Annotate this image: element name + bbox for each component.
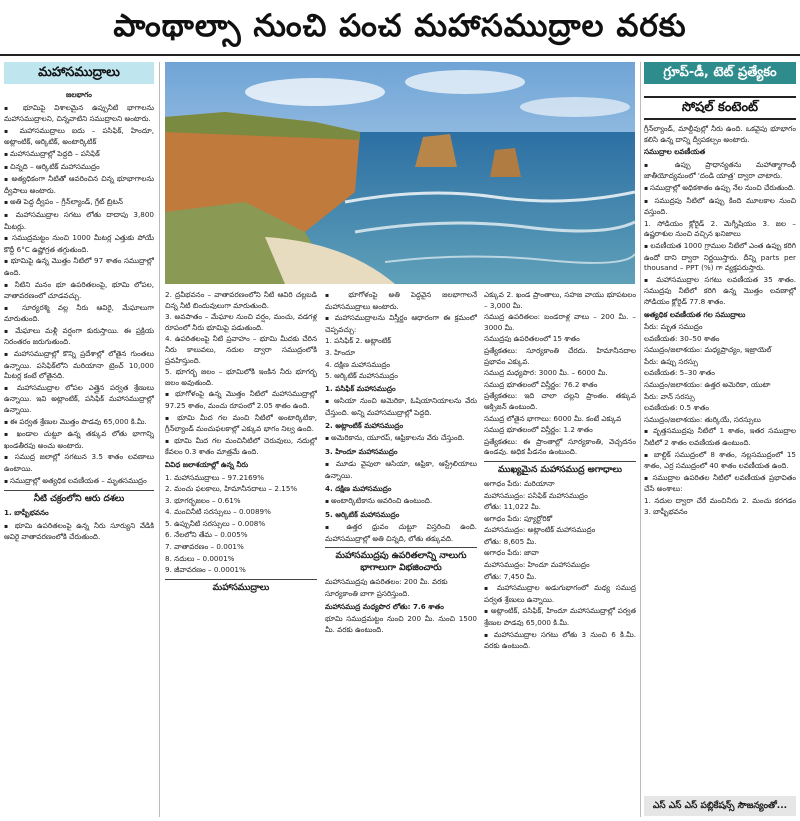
publisher-credit: ఎస్‌ ఎస్‌ ఎస్‌ పబ్లికేషన్స్‌ సౌజన్యంతో... [644,796,796,816]
section-tag-group-d: గ్రూప్‌-డీ, టెట్‌ ప్రత్యేకం [644,62,796,84]
paragraph: ▪ భూమిపై విశాలమైన ఉప్పునీటి భాగాలను మహాసముద్రాలని, చిన్నవాటిని సముద్రాలని అంటారు. [4,103,154,125]
paragraph: ▪ బాల్టిక్‌ సముద్రంలో 8 శాతం, నల్లసముద్రంలో 15 శాతం, ఎర్ర సముద్రంలో 40 శాతం లవణీయత ఉంది. [644,450,796,472]
headline: పాంథాల్సా నుంచి పంచ మహాసముద్రాల వరకు [113,8,687,44]
list-item: 4. దక్షిణ మహాసముద్రం [325,359,391,369]
paragraph: సముద్ర ఉపరితలం: బండరాళ్ల వాలు – 200 మీ. – 3000 మీ. [484,312,636,332]
subsection-title: 5. ఆర్కిటిక్‌ మహాసముద్రం [325,509,400,519]
paragraph: 1. నదుల ద్వారా చేరే మంచినీరు 2. మంచు కరగడం 3. బాష్పీభవనం [644,496,796,516]
paragraph: 1. సోడియం క్లోరైడ్‌ 2. మెగ్నీషియం 3. జల – ఉష్ణరాశుల నుంచి వచ్చిన ఖనిజాలు [644,218,796,239]
headline-rule [0,54,800,56]
list-item: మహాసముద్రం: పసిఫిక్‌ మహాసముద్రం [484,490,588,500]
coastline-photo [165,62,635,284]
paragraph: ▪ అత్యధికంగా నీటితో ఆవరించిన చిన్న భూభాగాలను ద్వీపాలు అంటారు. [4,174,154,196]
list-item: సముద్రం/జలాశయం: ఉత్తర అమెరికా, యుటా [644,380,771,390]
paragraph: సముద్ర భూతలంలో విస్తీర్ణం: 76.2 శాతం [484,379,598,389]
section-tag-social: సోషల్‌ కంటెంట్‌ [644,96,796,120]
paragraph: ▪ మహాసముద్రాల సగటు లోతు 3 నుంచి 6 కి.మీ. వరకు ఉంటుంది. [484,630,636,652]
paragraph: సముద్ర లోతైన భాగాలు: 6000 మీ. కంటే ఎక్కువ [484,413,622,423]
paragraph: ▪ భూగోళంపై అతి పెద్దవైన జలభాగాలనే మహాసముద్రాలు అంటారు. [325,290,477,312]
paragraph: ప్రత్యేకతలు: ఇది చాలా చల్లని ప్రాంతం. తక్కువ ఆక్సిజన్‌ ఉంటుంది. [484,391,636,411]
paragraph: ▪ ఖండాల చుట్టూ ఉన్న తక్కువ లోతు భాగాన్ని ఖండతీరపు అంచు అంటారు. [4,429,154,451]
paragraph: ▪ మూడు వైపులా ఆసియా, ఆఫ్రికా, ఆస్ట్రేలియాలు ఉన్నాయి. [325,459,477,481]
paragraph: ▪ ఈ పర్వత శ్రేణుల మొత్తం పొడవు 65,000 కి.మీ. [4,417,154,429]
paragraph: సముద్ర మధ్యపొర: 3000 మీ. – 6000 మీ. [484,368,608,378]
list-item: అగాధం పేరు: మరియానా [484,478,555,488]
subsection-title: అత్యధిక లవణీయత గల సముద్రాలు [644,309,746,319]
list-item: లోతు: 11,022 మీ. [484,502,541,512]
table-row: 5. ఉప్పునీటి సరస్సులు – 0.008% [165,518,266,528]
paragraph: ▪ సముద్రాల్లో అత్యధిక లవణీయత – మృతసముద్రం [4,476,154,488]
paragraph: ▪ మహాసముద్రాల అడుగుభాగంలో మధ్య సముద్ర పర్వత శ్రేణులు ఉన్నాయి. [484,583,636,605]
table-row: 8. నదులు – 0.0001% [165,553,235,563]
paragraph: 3. అవపాతం – మేఘాల నుంచి వర్షం, మంచు, వడగళ్ల రూపంలో నీరు భూమిపై పడుతుంది. [165,312,317,332]
paragraph: ▪ సముద్రాల ఉపరితల నీటిలో లవణీయత ప్రభావితం చేసే అంశాలు: [644,473,796,495]
paragraph: ▪ ఉత్తర ధ్రువం చుట్టూ విస్తరించి ఉంది. మహాసముద్రాల్లో అతి చిన్నది, లోతు తక్కువది. [325,522,477,544]
table-row: 6. నేలలోని తేమ – 0.005% [165,530,248,540]
paragraph: 4. ఉపరితలంపై నీటి ప్రవాహం – భూమి మీదకు చేరిన నీరు కాలువలు, నదుల ద్వారా సముద్రంలోకి ప్రవహిస్తుంది. [165,334,317,365]
table-row: 2. మంచు ఫలకాలు, హిమానీనదాలు – 2.15% [165,484,298,494]
paragraph: భూమి సముద్రమట్టం నుంచి 200 మీ. నుంచి 1500 మీ. వరకు ఉంటుంది. [325,614,477,634]
paragraph: ఎక్కువ 2. ఖండ ప్రాంతాలు, సహజ వాయు భూపటలం – 3,000 మీ. [484,290,636,310]
paragraph: ▪ భూమి మీద గల మంచి నీటిలో అంటార్కిటికా, గ్రీన్‌ల్యాండ్‌ మంచుఫలకాల్లో ఎక్కువ భాగం నిల్వ ఉంది. [165,413,317,435]
list-item: 1. పసిఫిక్‌ 2. అట్లాంటిక్‌ [325,336,392,346]
list-item: అగాధం పేరు: జావా [484,548,539,558]
list-item: 5. ఆర్కిటిక్‌ మహాసముద్రం [325,371,398,381]
paragraph: ▪ సముద్ర జలాల్లో సగటున 3.5 శాతం లవణాలు ఉంటాయి. [4,452,154,474]
paragraph: ▪ ఆసియా నుంచి అమెరికా, ఓషియానియాలను వేరు చేస్తుంది. అన్ని మహాసముద్రాల్లో పెద్దది. [325,396,477,418]
subsection-title: 1. బాష్పీభవనం [4,508,49,518]
table-row: 4. మంచినీటి సరస్సులు – 0.0089% [165,507,271,517]
section-heading: జలభాగం [66,90,92,99]
list-item: లోతు: 7,450 మీ. [484,571,537,581]
column-1 [4,88,154,816]
table-title: వివిధ జలాశయాల్లో ఉన్న నీరు [165,459,249,469]
list-item: లవణీయత: 30–50 శాతం [644,333,720,343]
table-row: 9. జీవావరణం – 0.0001% [165,565,246,575]
paragraph: ▪ అతి పెద్ద ద్వీపం – గ్రీన్‌ల్యాండ్‌, గ్రేట్‌ బ్రిటన్‌ [4,197,154,209]
paragraph: ▪ సముద్రపు నీటిలో ఉప్పు కింది మూలకాల నుంచి వస్తుంది. [644,196,796,218]
paragraph: ▪ వృత్తసముద్రపు నీటిలో 1 శాతం, ఇతర సముద్రాల నీటిలో 2 శాతం లవణీయత ఉంటుంది. [644,426,796,448]
section-tag-oceans: మహాసముద్రాలు [4,62,154,84]
subsection-title: 1. పసిఫిక్‌ మహాసముద్రం [325,383,396,393]
paragraph: ▪ మహాసముద్రాల సగటు లవణీయత 35 శాతం. సముద్రపు నీటిలో కరిగి ఉన్న మొత్తం లవణాల్లో సోడియం క్లోరైడ్‌ 77.8 శాతం. [644,275,796,308]
column-4 [484,290,636,816]
paragraph: ▪ మహాసముద్రాలను విస్తీర్ణం ఆధారంగా ఈ క్రమంలో చెప్పవచ్చు: [325,313,477,335]
list-item: సముద్రం/జలాశయం: మధ్యప్రాచ్యం, ఇజ్రాయెల్‌ [644,345,772,355]
table-row: 3. భూగర్భజలం – 0.61% [165,495,241,505]
column-divider [640,62,641,817]
paragraph: ▪ మహాసముద్రాల సగటు లోతు దాదాపు 3,800 మీటర్లు. [4,210,154,232]
subhead: ముఖ్యమైన మహాసముద్ర అగాధాలు [484,461,636,476]
table-row: 1. మహాసముద్రాలు – 97.2169% [165,472,265,482]
paragraph: ప్రత్యేకతలు: సూర్యకాంతి చేరదు. హిమానీనదాల ప్రభావం ఎక్కువ. [484,345,636,366]
list-item: లవణీయత: 5–30 శాతం [644,368,715,378]
paragraph: ▪ భూమిపై ఉన్న మొత్తం నీటిలో 97 శాతం సముద్రాల్లో ఉంది. [4,256,154,278]
paragraph: 2. ద్రవీభవనం – వాతావరణంలోని నీటి ఆవిరి చల్లబడి చిన్న నీటి బిందువులుగా మారుతుంది. [165,290,317,310]
column-3 [325,290,477,816]
paragraph: ప్రత్యేకతలు: ఈ ప్రాంతాల్లో సూర్యకాంతి, వెచ్చదనం ఉండవు. అధిక పీడనం ఉంటుంది. [484,436,636,457]
paragraph: ▪ నీటిని మనం భూ ఉపరితలంపై, భూమి లోపల, వాతావరణంలో చూడవచ్చు. [4,280,154,302]
paragraph: ▪ మహాసముద్రాలు ఐదు – పసిఫిక్‌, హిందూ, అట్లాంటిక్‌, ఆర్కిటిక్‌, అంటార్కిటిక్‌ [4,126,154,148]
paragraph: ▪ మేఘాలు మళ్లీ వర్షంగా కురుస్తాయి. ఈ ప్రక్రియ నిరంతరం జరుగుతుంది. [4,326,154,348]
paragraph: ▪ భూమి ఉపరితలంపై ఉన్న నీరు సూర్యుని వేడికి ఆవిరై వాతావరణంలోకి చేరుతుంది. [4,521,154,543]
paragraph: ▪ మహాసముద్రాల లోపల ఎత్తైన పర్వత శ్రేణులు ఉన్నాయి. ఇవి అట్లాంటిక్‌, పసిఫిక్‌ మహాసముద్రాల్లో ఉన్నాయి. [4,383,154,416]
subsection-title: 3. హిందూ మహాసముద్రం [325,446,398,456]
paragraph: ▪ భూమి మీద గల మంచినీటిలో చెరువులు, నదుల్లో కేవలం 0.3 శాతం మాత్రమే ఉంది. [165,436,317,458]
list-item: లోతు: 8,605 మీ. [484,536,537,546]
paragraph: 5. భూగర్భ జలం – భూమిలోకి ఇంకిన నీరు భూగర్భ జలం అవుతుంది. [165,367,317,387]
column-5 [644,124,796,792]
paragraph: ▪ మహాసముద్రాల్లో కొన్ని ప్రదేశాల్లో లోతైన గుంతలు ఉన్నాయి. పసిఫిక్‌లోని మరియానా ట్రెంచ్‌ 10,000 మీటర్ల కంటే లోతైనది. [4,349,154,382]
paragraph: ▪ అంటార్కిటికాను ఆవరించి ఉంటుంది. [325,496,477,508]
subsection-title: మహాసముద్ర మధ్యపొర లోతు: 7.6 శాతం [325,601,444,611]
table-row: 7. వాతావరణం – 0.001% [165,542,244,552]
paragraph: ▪ అట్లాంటిక్‌, పసిఫిక్‌, హిందూ మహాసముద్రాల్లో పర్వత శ్రేణుల పొడవు 65,000 కి.మీ. [484,606,636,628]
paragraph: ▪ చిన్నది – ఆర్కిటిక్‌ మహాసముద్రం [4,162,154,174]
paragraph: ▪ సూర్యరశ్మి వల్ల నీరు ఆవిరై, మేఘాలుగా మారుతుంది. [4,303,154,325]
subsection-title: 2. అట్లాంటిక్‌ మహాసముద్రం [325,420,404,430]
paragraph: ▪ లవణీయత 1000 గ్రాముల నీటిలో ఎంత ఉప్పు కరిగి ఉందో దాని ద్వారా నిర్ణయిస్తారు. దీన్ని parts per thousand – PPT (%) గా వ్యక్తపరుస్తారు. [644,241,796,274]
subhead: మహాసముద్రపు ఉపరితలాన్ని నాలుగు భాగాలుగా విభజించారు [325,547,477,574]
list-item: లవణీయత: 0.5 శాతం [644,403,709,413]
subsection-title: 4. దక్షిణ మహాసముద్రం [325,483,392,493]
column-divider [159,62,160,817]
paragraph: గ్రీన్‌ల్యాండ్‌, మాల్దీవుల్లో నీరు ఉంది. ఒకవైపు భూభాగం కలిసి ఉన్న దాన్ని ద్వీపకల్పం అంటారు. [644,124,796,144]
list-item: పేరు: మృత సముద్రం [644,322,703,332]
paragraph: ▪ సముద్రాల్లో అధికశాతం ఉప్పు నేల నుంచి చేరుతుంది. [644,183,796,195]
paragraph: మహాసముద్రపు ఉపరితలం: 200 మీ. వరకు [325,577,448,587]
list-item: మహాసముద్రం: అట్లాంటిక్‌ మహాసముద్రం [484,525,596,535]
list-item: పేరు: వాన్‌ సరస్సు [644,391,695,401]
subsection-title: సముద్రాల లవణీయత [644,147,706,157]
paragraph: ▪ ఉప్పు ప్రాధాన్యతను మహాత్మాగాంధీ జాతీయోద్యమంలో 'దండి యాత్ర' ద్వారా చాటారు. [644,160,796,182]
subhead: మహాసముద్రాలు [165,579,317,594]
list-item: సముద్రం/జలాశయం: తుర్కియే, సరస్సులు [644,414,761,424]
paragraph: ▪ భూగోళంపై ఉన్న మొత్తం నీటిలో మహాసముద్రాల్లో 97.25 శాతం, మంచు రూపంలో 2.05 శాతం ఉంది. [165,389,317,411]
paragraph: ▪ మహాసముద్రాల్లో పెద్దది – పసిఫిక్‌ [4,149,154,161]
paragraph: సముద్ర భూతలంలో విస్తీర్ణం: 1.2 శాతం [484,425,593,435]
column-2 [165,290,317,816]
list-item: 3. హిందూ [325,347,356,357]
paragraph: ▪ అమెరికాను, యూరప్‌, ఆఫ్రికాలను వేరు చేస్తుంది. [325,433,477,445]
paragraph: ▪ సముద్రమట్టం నుంచి 1000 మీటర్ల ఎత్తుకు పోయే కొద్దీ 6°C ఉష్ణోగ్రత తగ్గుతుంది. [4,233,154,255]
list-item: పేరు: ఉప్పు సరస్సు [644,356,698,366]
paragraph: సూర్యకాంతి బాగా ప్రసరిస్తుంది. [325,589,410,599]
subhead: నీటి చక్రంలోని ఆరు దశలు [4,490,154,505]
list-item: అగాధం పేరు: ప్యూర్టోరికో [484,513,553,523]
list-item: మహాసముద్రం: హిందూ మహాసముద్రం [484,560,590,570]
paragraph: సముద్రపు ఉపరితలంలో 15 శాతం [484,334,580,344]
